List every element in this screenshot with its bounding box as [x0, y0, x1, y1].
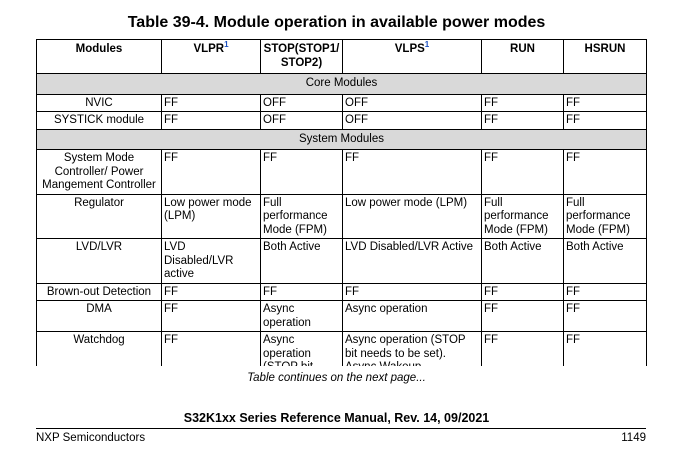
stop-cell: Both Active [261, 239, 343, 284]
hsrun-cell: Full performance Mode (FPM) [564, 194, 647, 239]
module-cell: Regulator [37, 194, 162, 239]
module-cell: System Mode Controller/ Power Mangement Controller [37, 150, 162, 195]
section-core-modules: Core Modules [37, 74, 647, 95]
header-stop: STOP(STOP1/ STOP2) [261, 40, 343, 74]
header-hsrun: HSRUN [564, 40, 647, 74]
page-number: 1149 [621, 432, 646, 444]
header-vlps-label: VLPS [394, 43, 425, 55]
footer-divider [36, 428, 646, 429]
header-vlps [343, 40, 482, 74]
table-header-row [37, 40, 647, 74]
table-row [37, 283, 647, 301]
company-name: NXP Semiconductors [36, 432, 146, 444]
header-modules: Modules [37, 40, 162, 74]
run-cell: Both Active [482, 239, 564, 284]
run-cell: Full performance Mode (FPM) [482, 194, 564, 239]
run-cell: FF [482, 332, 564, 377]
manual-title: S32K1xx Series Reference Manual, Rev. 14, 09/2021 [183, 411, 490, 425]
hsrun-cell: FF [564, 150, 647, 195]
vlps-cell: OFF [343, 94, 482, 112]
vlpr-cell: FF [162, 112, 261, 130]
module-cell: DMA [37, 301, 162, 332]
run-cell: FF [482, 283, 564, 301]
vlps-cell: Async operation [343, 301, 482, 332]
vlpr-cell: Low power mode (LPM) [162, 194, 261, 239]
hsrun-cell: Both Active [564, 239, 647, 284]
header-vlpr [162, 40, 261, 74]
stop-cell: OFF [261, 112, 343, 130]
table-row [37, 94, 647, 112]
vlps-cell: Async operation (STOP bit needs to be set). [343, 332, 482, 377]
hsrun-cell: FF [564, 94, 647, 112]
table-row [37, 239, 647, 284]
vlpr-cell: FF [162, 301, 261, 332]
table-continued-note: Table continues on the next page... [247, 372, 426, 384]
header-run: RUN [482, 40, 564, 74]
vlpr-cell: LVD Disabled/LVR active [162, 239, 261, 284]
vlps-cell: OFF [343, 112, 482, 130]
hsrun-cell: FF [564, 332, 647, 377]
module-cell: NVIC [37, 94, 162, 112]
module-cell: SYSTICK module [37, 112, 162, 130]
stop-cell: OFF [261, 94, 343, 112]
stop-cell: Full performance Mode (FPM) [261, 194, 343, 239]
stop-cell: Async operation [261, 301, 343, 332]
stop-cell: Async operation [261, 332, 343, 377]
module-cell: Watchdog [37, 332, 162, 377]
hsrun-cell: FF [564, 283, 647, 301]
vlpr-cell: FF [162, 94, 261, 112]
table-row [37, 194, 647, 239]
vlps-cell: LVD Disabled/LVR Active [343, 239, 482, 284]
power-modes-table [36, 39, 647, 377]
table-row [37, 301, 647, 332]
vlpr-cell: FF [162, 150, 261, 195]
module-cell: LVD/LVR [37, 239, 162, 284]
table-row [37, 150, 647, 195]
run-cell: FF [482, 150, 564, 195]
table-caption: Table 39-4. Module operation in available power modes [127, 14, 546, 31]
stop-cell: FF [261, 150, 343, 195]
vlpr-cell: FF [162, 332, 261, 377]
vlps-cell: Low power mode (LPM) [343, 194, 482, 239]
run-cell: FF [482, 301, 564, 332]
section-row-core [37, 74, 647, 95]
section-row-system [37, 129, 647, 150]
vlps-cell: FF [343, 150, 482, 195]
hsrun-cell: FF [564, 301, 647, 332]
module-cell: Brown-out Detection [37, 283, 162, 301]
stop-cell: FF [261, 283, 343, 301]
table-row [37, 112, 647, 130]
section-system-modules: System Modules [37, 129, 647, 150]
vlps-cell: FF [343, 283, 482, 301]
footnote-ref-vlps[interactable]: 1 [424, 40, 430, 50]
vlpr-cell: FF [162, 283, 261, 301]
run-cell: FF [482, 112, 564, 130]
run-cell: FF [482, 94, 564, 112]
header-vlpr-label: VLPR [193, 43, 225, 55]
hsrun-cell: FF [564, 112, 647, 130]
footnote-ref-vlpr[interactable]: 1 [224, 40, 229, 50]
